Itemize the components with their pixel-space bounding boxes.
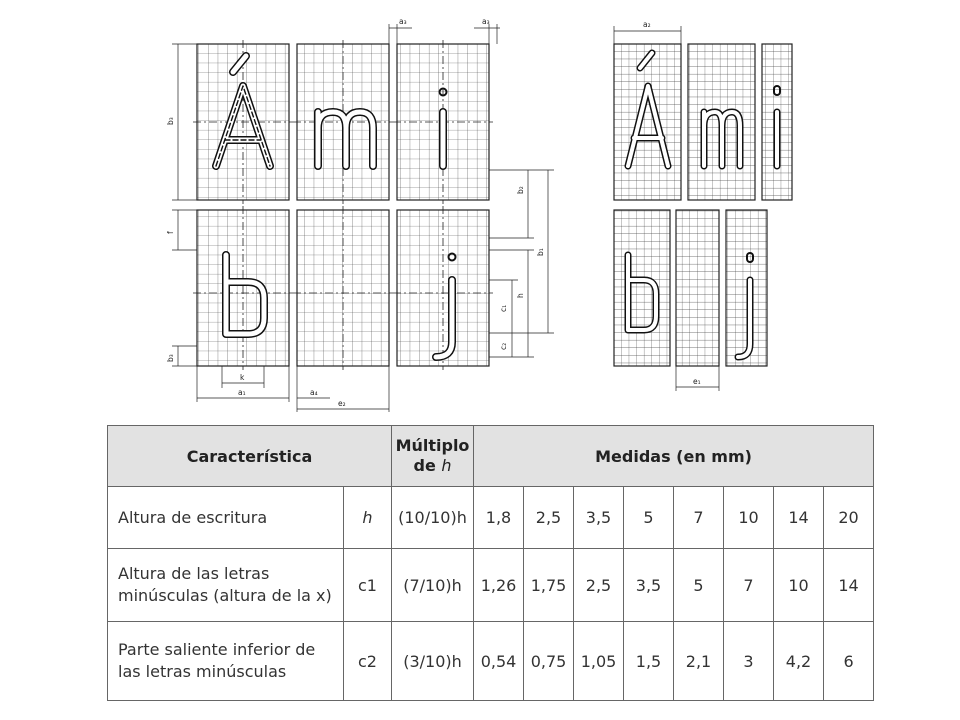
header-multiple-h: h bbox=[441, 456, 452, 475]
lettering-spec-table bbox=[107, 425, 874, 701]
table-row bbox=[108, 487, 874, 549]
row-desc-line1: Altura de las letras bbox=[118, 564, 270, 583]
label-a2: a₂ bbox=[643, 20, 651, 29]
row-value: 0,54 bbox=[474, 622, 524, 701]
row-value: 2,1 bbox=[674, 622, 724, 701]
label-b1: b₁ bbox=[536, 248, 545, 256]
label-c1: c₁ bbox=[499, 304, 508, 312]
row-value: 0,75 bbox=[524, 622, 574, 701]
row-value: 4,2 bbox=[774, 622, 824, 701]
row-value: 1,75 bbox=[524, 549, 574, 622]
table-header-row bbox=[108, 426, 874, 487]
header-multiple-line2: de bbox=[413, 456, 442, 475]
row-symbol: c2 bbox=[344, 622, 392, 701]
row-value: 5 bbox=[624, 487, 674, 549]
row-value: 10 bbox=[774, 549, 824, 622]
label-e2: e₂ bbox=[338, 399, 346, 408]
label-b2: b₂ bbox=[516, 186, 525, 194]
label-a4: a₄ bbox=[310, 388, 318, 397]
row-value: 3 bbox=[724, 622, 774, 701]
table-row bbox=[108, 549, 874, 622]
label-a3-right: a₃ bbox=[482, 17, 490, 26]
row-description bbox=[108, 549, 344, 622]
label-a1: a₁ bbox=[238, 388, 246, 397]
row-value: 2,5 bbox=[574, 549, 624, 622]
label-f: f bbox=[166, 231, 175, 234]
label-e1: e₁ bbox=[693, 377, 701, 386]
row-description bbox=[108, 622, 344, 701]
row-value: 14 bbox=[824, 549, 874, 622]
row-value: 6 bbox=[824, 622, 874, 701]
header-measures: Medidas (en mm) bbox=[474, 426, 874, 487]
grid-panel-A-small bbox=[614, 44, 681, 200]
row-value: 1,26 bbox=[474, 549, 524, 622]
row-description bbox=[108, 487, 344, 549]
row-symbol: h bbox=[344, 487, 392, 549]
row-value: 3,5 bbox=[574, 487, 624, 549]
row-value: 10 bbox=[724, 487, 774, 549]
row-multiple: (3/10)h bbox=[392, 622, 474, 701]
label-b3-bottom: b₃ bbox=[166, 354, 175, 362]
grid-panel-b-small bbox=[614, 210, 670, 366]
row-desc-line1: Parte saliente inferior de bbox=[118, 640, 316, 659]
row-value: 2,5 bbox=[524, 487, 574, 549]
row-value: 3,5 bbox=[624, 549, 674, 622]
row-symbol: c1 bbox=[344, 549, 392, 622]
row-desc-line2: las letras minúsculas bbox=[118, 662, 287, 681]
row-value: 1,8 bbox=[474, 487, 524, 549]
row-value: 7 bbox=[674, 487, 724, 549]
label-b3-top: b₃ bbox=[166, 117, 175, 125]
label-a3-left: a₃ bbox=[399, 17, 407, 26]
row-value: 14 bbox=[774, 487, 824, 549]
row-value: 1,5 bbox=[624, 622, 674, 701]
label-c2: c₂ bbox=[499, 342, 508, 350]
table-row bbox=[108, 622, 874, 701]
row-multiple: (7/10)h bbox=[392, 549, 474, 622]
grid-panel-blank-small bbox=[676, 210, 719, 366]
row-multiple: (10/10)h bbox=[392, 487, 474, 549]
header-multiple-line1: Múltiplo bbox=[395, 436, 470, 455]
row-desc-line2: minúsculas (altura de la x) bbox=[118, 586, 332, 605]
row-value: 1,05 bbox=[574, 622, 624, 701]
label-k: k bbox=[240, 373, 245, 382]
row-value: 5 bbox=[674, 549, 724, 622]
header-characteristic: Característica bbox=[108, 426, 392, 487]
row-desc-line1: Altura de escritura bbox=[118, 507, 268, 527]
row-value: 7 bbox=[724, 549, 774, 622]
header-multiple bbox=[392, 426, 474, 487]
label-h: h bbox=[516, 293, 525, 298]
row-value: 20 bbox=[824, 487, 874, 549]
